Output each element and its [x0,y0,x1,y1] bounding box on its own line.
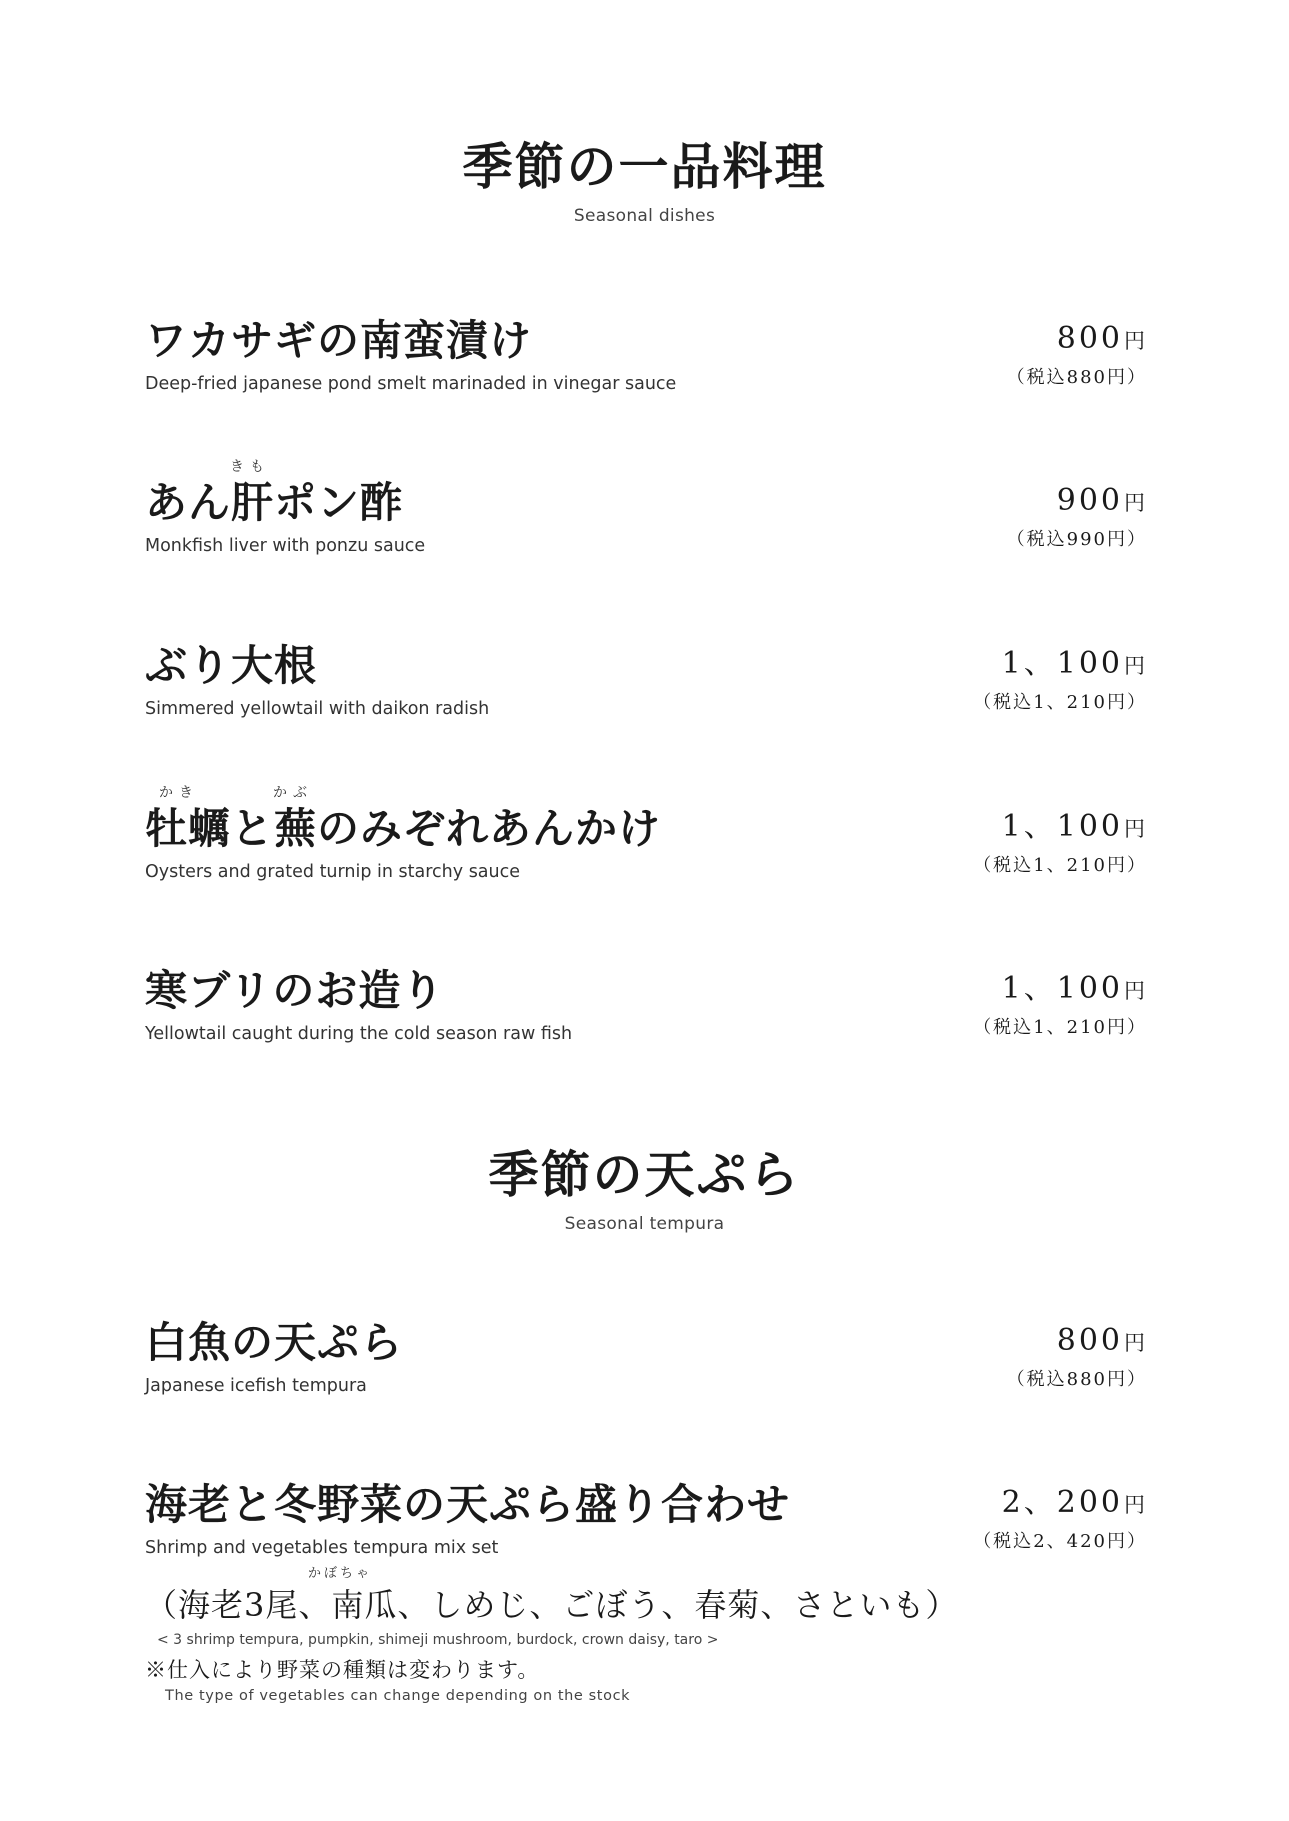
yen-label: 円 [1124,817,1145,841]
item-name-ja: ワカサギの南蛮漬け [145,316,533,365]
item-name-en: Japanese icefish tempura [145,1376,367,1396]
menu-item-ankimo [145,459,1147,556]
menu-item-wakasagi [145,316,1147,394]
item-price [973,646,1147,714]
item-note-en: The type of vegetables can change depending on the stock [165,1688,631,1704]
item-name-en: Shrimp and vegetables tempura mix set [145,1538,499,1558]
menu-item-kanburi [145,966,1147,1044]
item-price [1006,483,1147,551]
item-name-ja: ぶり大根 [145,641,318,690]
furigana: かき [159,785,199,801]
item-name-en: Deep-fried japanese pond smelt marinaded in vinegar sauce [145,374,677,394]
item-price [1006,321,1147,389]
furigana: かぶ [273,785,313,801]
furigana: かぼちゃ [308,1566,373,1581]
price-value: 2、200 [1001,1485,1123,1520]
price-value: 1、100 [1001,646,1123,681]
item-detail-en: < 3 shrimp tempura, pumpkin, shimeji mushroom, burdock, crown daisy, taro > [157,1632,719,1648]
item-detail-ja: （海老3尾、南瓜、しめじ、ごぼう、春菊、さといも） [145,1586,959,1624]
price-value: 1、100 [1001,809,1123,844]
section-header-seasonal-tempura [0,1145,1289,1234]
section-header-seasonal-dishes [0,137,1289,226]
yen-label: 円 [1124,329,1145,353]
item-name-ja: あん肝ポン酢 [145,478,404,527]
item-name-en: Simmered yellowtail with daikon radish [145,699,490,719]
item-name-ja: 海老と冬野菜の天ぷら盛り合わせ [145,1480,791,1529]
section-title: 季節の一品料理 [462,137,827,196]
item-name-en: Oysters and grated turnip in starchy sauce [145,862,521,882]
yen-label: 円 [1124,1493,1145,1517]
price-tax-included: （税込1、210円） [973,855,1147,876]
item-name-ja: 寒ブリのお造り [145,966,445,1015]
furigana: きも [230,459,270,475]
item-price [973,1485,1147,1553]
item-name-ja: 牡蠣と蕪のみぞれあんかけ [145,804,662,853]
item-note-ja: ※仕入により野菜の種類は変わります。 [145,1658,540,1682]
section-title: 季節の天ぷら [488,1145,801,1204]
menu-item-kaki-kabu [145,785,1147,882]
price-tax-included: （税込1、210円） [973,1017,1147,1038]
section-subtitle: Seasonal tempura [564,1214,725,1234]
price-tax-included: （税込880円） [1006,1369,1147,1390]
price-value: 800 [1056,1323,1123,1358]
price-value: 900 [1056,483,1123,518]
menu-item-shirauo-tempura [145,1318,1147,1396]
item-name-en: Monkfish liver with ponzu sauce [145,536,426,556]
menu-item-buri-daikon [145,641,1147,719]
item-price [973,971,1147,1039]
section-subtitle: Seasonal dishes [573,206,716,226]
item-name-en: Yellowtail caught during the cold season raw fish [145,1024,573,1044]
item-price [1006,1323,1147,1391]
item-name-ja: 白魚の天ぷら [145,1318,404,1367]
price-tax-included: （税込1、210円） [973,692,1147,713]
yen-label: 円 [1124,1331,1145,1355]
price-value: 1、100 [1001,971,1123,1006]
menu-item-tempura-mix [145,1480,1147,1704]
item-detail [145,1566,1145,1704]
yen-label: 円 [1124,491,1145,515]
item-price [973,809,1147,877]
price-value: 800 [1056,321,1123,356]
price-tax-included: （税込990円） [1006,529,1147,550]
yen-label: 円 [1124,979,1145,1003]
yen-label: 円 [1124,654,1145,678]
price-tax-included: （税込880円） [1006,367,1147,388]
price-tax-included: （税込2、420円） [973,1531,1147,1552]
